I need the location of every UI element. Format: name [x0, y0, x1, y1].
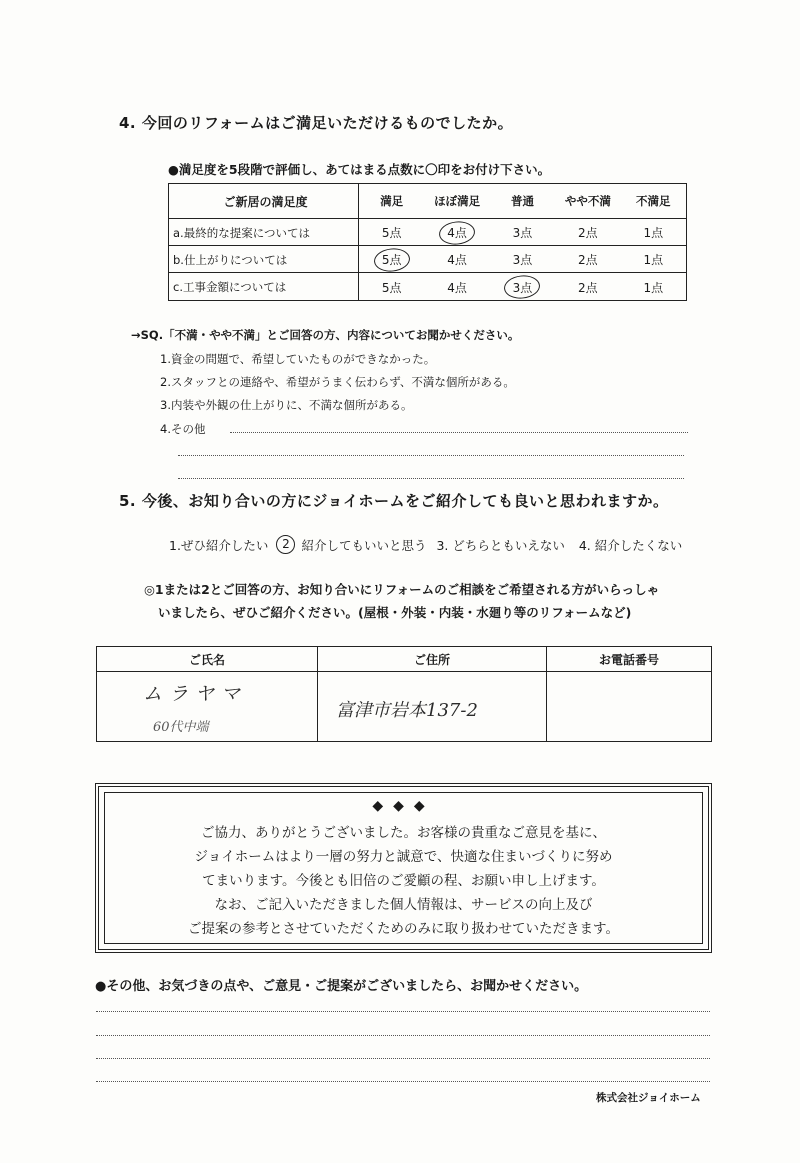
- comment-line[interactable]: [96, 1058, 710, 1059]
- contact-header: ご氏名: [97, 647, 318, 671]
- sq-prompt: →SQ.「不満・やや不満」とご回答の方、内容についてお聞かせください。: [131, 328, 520, 342]
- q5-options: [169, 535, 682, 554]
- sq-option: 2.スタッフとの連絡や、希望がうまく伝わらず、不満な個所がある。: [160, 375, 515, 389]
- col-header: 満足: [380, 194, 404, 208]
- thank-you-box: [95, 783, 712, 953]
- q4-instruction: ●満足度を5段階で評価し、あてはまる点数に〇印をお付け下さい。: [168, 162, 551, 177]
- address-field[interactable]: [318, 672, 547, 741]
- score-cell[interactable]: 3点: [512, 226, 533, 240]
- score-cell[interactable]: 4点: [447, 280, 467, 295]
- q5-option-3[interactable]: 3. どちらともいえない: [436, 537, 565, 553]
- company-name: 株式会社ジョイホーム: [596, 1092, 701, 1104]
- address-value: 富津市岩本137-2: [336, 700, 478, 721]
- col-header: 不満足: [636, 194, 671, 208]
- sq-option: 1.資金の問題で、希望していたものができなかった。: [160, 352, 436, 366]
- name-field[interactable]: [97, 672, 318, 741]
- col-header: やや不満: [564, 194, 611, 208]
- score-cell[interactable]: 2点: [578, 280, 598, 295]
- score-cell[interactable]: 1点: [643, 253, 664, 267]
- diamond-ornament: ◆◆◆: [372, 798, 435, 814]
- score-cell[interactable]: 1点: [643, 280, 664, 295]
- other-prompt: ●その他、お気づきの点や、ご意見・ご提案がございましたら、お聞かせください。: [95, 979, 588, 994]
- score-cell[interactable]: 2点: [578, 253, 598, 267]
- contact-body-row: [97, 672, 711, 741]
- score-cell[interactable]: 3点: [512, 253, 533, 267]
- thanks-line: なお、ご記入いただきました個人情報は、サービスの向上及び: [214, 897, 593, 913]
- score-cell[interactable]: 5点: [359, 251, 424, 268]
- contact-header-row: [97, 647, 711, 672]
- q5-note-line2: いましたら、ぜひご紹介ください。(屋根・外装・内装・水廻り等のリフォームなど): [158, 605, 632, 620]
- col-header: ほぼ満足: [434, 194, 481, 208]
- table-header-row: [169, 184, 686, 218]
- col-header: 普通: [510, 194, 534, 208]
- name-value: ムラヤマ: [143, 683, 248, 705]
- row-label: b.仕上がりについては: [169, 246, 359, 273]
- sq-other-line[interactable]: [230, 432, 688, 433]
- row-label: c.工事金額については: [169, 273, 359, 301]
- q5-option-1[interactable]: 1.ぜひ紹介したい: [169, 537, 269, 553]
- score-cell[interactable]: 1点: [643, 226, 664, 240]
- q5-option-2[interactable]: 紹介してもいいと思う: [301, 537, 427, 553]
- phone-field[interactable]: [547, 672, 711, 741]
- score-cell[interactable]: 4点: [424, 224, 489, 241]
- table-row: [169, 218, 686, 246]
- sq-option: 3.内装や外観の仕上がりに、不満な個所がある。: [160, 398, 413, 412]
- thanks-line: ジョイホームはより一層の努力と誠意で、快適な住まいづくりに努め: [194, 849, 613, 865]
- comment-line[interactable]: [96, 1081, 710, 1082]
- q5-note-line1: ◎1または2とご回答の方、お知り合いにリフォームのご相談をご希望される方がいらっしゃ: [144, 582, 660, 597]
- score-cell[interactable]: 4点: [447, 253, 467, 267]
- sq-other-line[interactable]: [178, 455, 684, 456]
- score-cell[interactable]: 5点: [381, 226, 402, 240]
- q5-option-2-circled[interactable]: 2: [276, 535, 295, 554]
- table-row: [169, 245, 686, 273]
- contact-header: お電話番号: [598, 652, 659, 667]
- thanks-line: ご提案の参考とさせていただくためのみに取り扱わせていただきます。: [188, 921, 619, 937]
- table-row: [169, 272, 686, 301]
- contact-header: ご住所: [318, 647, 547, 671]
- contact-table: [96, 646, 712, 742]
- row-label: a.最終的な提案については: [169, 219, 359, 246]
- comment-line[interactable]: [96, 1035, 710, 1036]
- q5-option-4[interactable]: 4. 紹介したくない: [578, 537, 683, 553]
- score-cell[interactable]: 2点: [578, 226, 598, 240]
- comment-line[interactable]: [96, 1011, 710, 1012]
- thanks-line: てまいります。今後とも旧倍のご愛顧の程、お願い申し上げます。: [202, 873, 605, 889]
- q4-title: 4. 今回のリフォームはご満足いただけるものでしたか。: [119, 114, 514, 132]
- satisfaction-table: [168, 183, 687, 301]
- thanks-line: ご協力、ありがとうございました。お客様の貴重なご意見を基に、: [201, 825, 606, 841]
- sq-option: 4.その他: [160, 422, 206, 436]
- name-note: 60代中端: [153, 720, 209, 735]
- q5-title: 5. 今後、お知り合いの方にジョイホームをご紹介しても良いと思われますか。: [119, 492, 669, 510]
- table-header-label: ご新居の満足度: [169, 184, 359, 218]
- score-cell[interactable]: 3点: [490, 279, 555, 296]
- score-cell[interactable]: 5点: [381, 280, 402, 295]
- sq-other-line[interactable]: [178, 478, 684, 479]
